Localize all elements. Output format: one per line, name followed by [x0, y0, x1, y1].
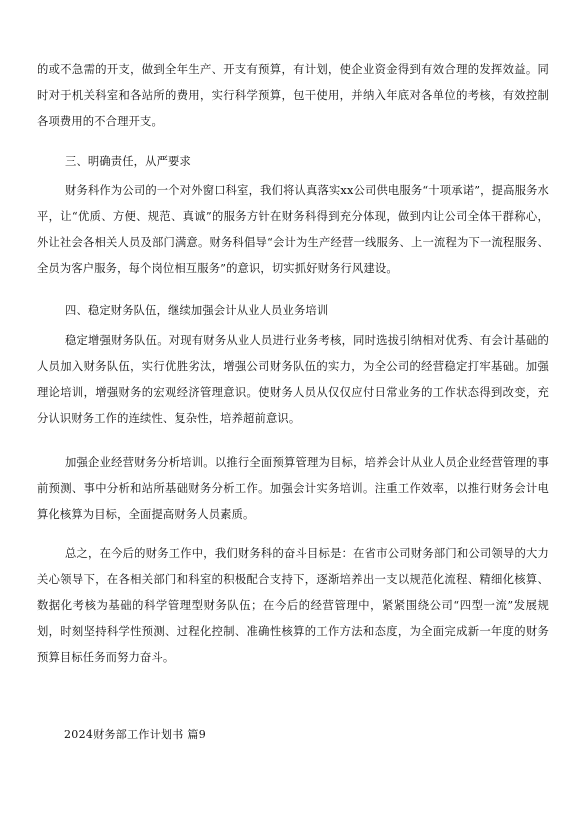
section-heading-responsibility: 三、明确责任，从严要求 [65, 155, 191, 168]
paragraph-service: 财务科作为公司的一个对外窗口科室，我们将认真落实xx公司供电服务“十项承诺”，提高服务水平，让“优质、方便、规范、真诚”的服务方针在财务科得到充分体现，做到内让公司全体干群称心，外让社会各相关人员及部门满意。财务科倡导“会计为生产经营一线服务、上一流程为下一流程服务、全员为客户服务，每个岗位相互服务”的意识，切实抓好财务行风建设。 [37, 184, 549, 275]
paragraph-team: 稳定增强财务队伍。对现有财务从业人员进行业务考核，同时选拔引纳相对优秀、有会计基础的人员加入财务队伍，实行优胜劣汰，增强公司财务队伍的实力，为全公司的经营稳定打牢基础。加强理论培训，增强财务的宏观经济管理意识。使财务人员从仅仅应付日常业务的工作状态得到改变，充分认识财务工作的连续性、复杂性，培养超前意识。 [37, 334, 549, 425]
paragraph-expense-control: 的或不急需的开支，做到全年生产、开支有预算，有计划，使企业资金得到有效合理的发挥效益。同时对于机关科室和各站所的费用，实行科学预算，包干使用，并纳入年底对各单位的考核，有效控制各项费用的不合理开支。 [37, 63, 549, 128]
next-section-title: 2024财务部工作计划书 篇9 [64, 728, 206, 741]
section-heading-team-training: 四、稳定财务队伍，继续加强会计从业人员业务培训 [65, 304, 329, 317]
paragraph-training: 加强企业经营财务分析培训。以推行全面预算管理为目标，培养会计从业人员企业经营管理的事前预测、事中分析和站所基础财务分析工作。加强会计实务培训。注重工作效率，以推行财务会计电算化核算为目标，全面提高财务人员素质。 [37, 456, 549, 521]
paragraph-summary: 总之，在今后的财务工作中，我们财务科的奋斗目标是：在省市公司财务部门和公司领导的大力关心领导下，在各相关部门和科室的积极配合支持下，逐渐培养出一支以规范化流程、精细化核算、数据化考核为基础的科学管理型财务队伍；在今后的经营管理中，紧紧围绕公司“四型一流”发展规划，时刻坚持科学性预测、过程化控制、准确性核算的工作方法和态度，为全面完成新一年度的财务预算目标任务而努力奋斗。 [37, 547, 549, 664]
